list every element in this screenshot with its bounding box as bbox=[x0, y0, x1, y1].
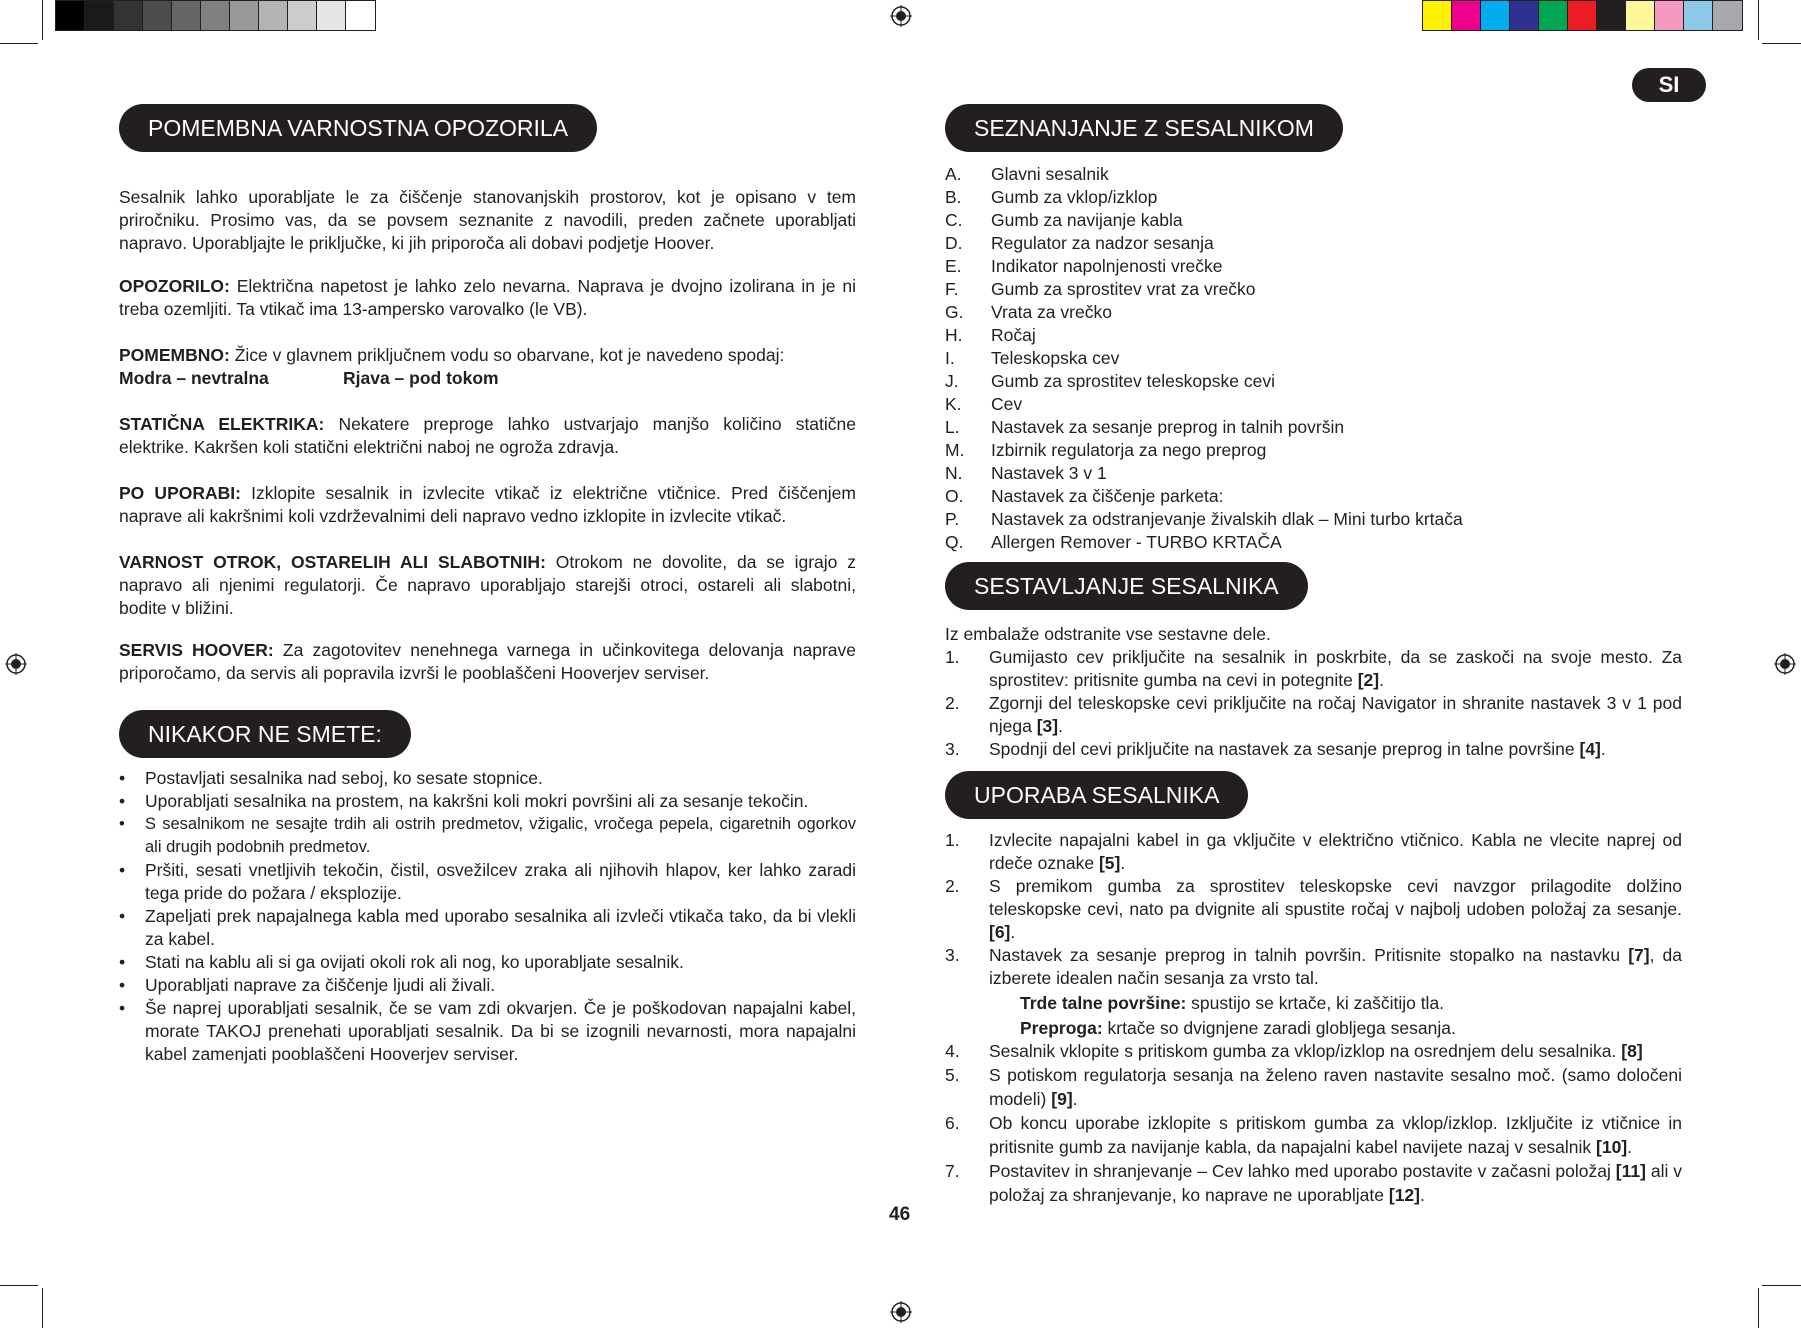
usage-list bbox=[945, 829, 1682, 1207]
children-text: Otrokom ne dovolite, da se igrajo z napravo ali njenimi regulatorji. Če napravo uporabljajo starejši otroci, ostareli ali slabotni, bodite v bližini. bbox=[119, 552, 856, 618]
intro-paragraph bbox=[119, 186, 856, 255]
gray-swatch bbox=[317, 1, 346, 30]
list-item: 5. S potiskom regulatorja sesanja na želeno raven nastavite sesalno moč. (samo določeni modeli) [9]. bbox=[945, 1065, 1682, 1109]
list-item: N. Nastavek 3 v 1 bbox=[945, 463, 1107, 483]
section-header-assembly: SESTAVLJANJE SESALNIKA bbox=[945, 562, 1308, 610]
never-list bbox=[119, 767, 856, 1066]
children-paragraph bbox=[119, 551, 856, 620]
language-badge: SI bbox=[1632, 68, 1706, 102]
list-item: • S sesalnikom ne sesajte trdih ali ostrih predmetov, vžigalic, vročega pepela, cigaretnih ogorkov ali drugih podobnih predmetov. bbox=[119, 815, 856, 856]
list-item: H. Ročaj bbox=[945, 325, 1036, 345]
list-item: 4. Sesalnik vklopite s pritiskom gumba za vklop/izklop na osrednjem delu sesalnika. [8] bbox=[945, 1041, 1643, 1061]
list-item: • Stati na kablu ali si ga ovijati okoli rok ali nog, ko uporabljate sesalnik. bbox=[119, 952, 684, 972]
service-text: Za zagotovitev nenehnega varnega in učinkovitega delovanja naprave priporočamo, da servis ali popravila izvrši le pooblaščeni Hooverjev serviser. bbox=[119, 640, 856, 683]
list-item: L. Nastavek za sesanje preprog in talnih površin bbox=[945, 417, 1345, 437]
list-item: K. Cev bbox=[945, 394, 1023, 414]
crop-mark bbox=[1762, 1285, 1801, 1286]
children-label: VARNOST OTROK, OSTARELIH ALI SLABOTNIH: bbox=[119, 552, 546, 572]
list-item: M. Izbirnik regulatorja za nego preprog bbox=[945, 440, 1267, 460]
wire-brown: Rjava – pod tokom bbox=[343, 368, 499, 388]
list-item: 1. Gumijasto cev priključite na sesalnik in poskrbite, da se zaskoči na svoje mesto. Za sprostitev: pritisnite gumba na cevi in potegnite [2]. bbox=[945, 647, 1682, 690]
list-item: F. Gumb za sprostitev vrat za vrečko bbox=[945, 279, 1256, 299]
after-use-label: PO UPORABI: bbox=[119, 483, 241, 503]
warning-text: Električna napetost je lahko zelo nevarna. Naprava je dvojno izolirana in je ni treba ozemljiti. Ta vtikač ima 13-ampersko varovalko (le VB). bbox=[119, 276, 856, 319]
process-color-bar bbox=[1422, 0, 1743, 31]
warning-label: OPOZORILO: bbox=[119, 276, 230, 296]
color-swatch bbox=[1423, 1, 1452, 30]
color-swatch bbox=[1568, 1, 1597, 30]
gray-swatch bbox=[346, 1, 375, 30]
section-header-safety-warnings: POMEMBNA VARNOSTNA OPOZORILA bbox=[119, 104, 597, 152]
list-item: I. Teleskopska cev bbox=[945, 348, 1120, 368]
wire-blue: Modra – nevtralna bbox=[119, 368, 269, 388]
color-swatch bbox=[1684, 1, 1713, 30]
section-header-parts: SEZNANJANJE Z SESALNIKOM bbox=[945, 104, 1343, 152]
gray-swatch bbox=[172, 1, 201, 30]
color-swatch bbox=[1626, 1, 1655, 30]
list-item: • Pršiti, sesati vnetljivih tekočin, čistil, osvežilcev zraka ali njihovih hlapov, ker lahko zaradi tega pride do požara / eksplozije. bbox=[119, 860, 856, 903]
section-header-never: NIKAKOR NE SMETE: bbox=[119, 710, 411, 758]
crop-mark bbox=[0, 43, 38, 44]
gray-swatch bbox=[114, 1, 143, 30]
service-label: SERVIS HOOVER: bbox=[119, 640, 274, 660]
warning-paragraph bbox=[119, 275, 856, 321]
important-text: Žice v glavnem priključnem vodu so obarvane, kot je navedeno spodaj: bbox=[234, 345, 785, 365]
important-label: POMEMBNO: bbox=[119, 345, 230, 365]
color-swatch bbox=[1713, 1, 1742, 30]
list-item: C. Gumb za navijanje kabla bbox=[945, 210, 1183, 230]
static-text: Nekatere preproge lahko ustvarjajo manjšo količino statične elektrike. Kakršen koli statični električni naboj ne ogroža zdravja. bbox=[119, 414, 856, 457]
color-swatch bbox=[1510, 1, 1539, 30]
list-item: Preproga: krtače so dvignjene zaradi globljega sesanja. bbox=[1020, 1018, 1456, 1038]
parts-list bbox=[945, 163, 1685, 554]
list-item: 3. Nastavek za sesanje preprog in talnih površin. Pritisnite stopalko na nastavku [7], da izberete idealen način sesanja za vrsto tal. bbox=[945, 945, 1682, 988]
list-item: E. Indikator napolnjenosti vrečke bbox=[945, 256, 1223, 276]
gray-swatch bbox=[259, 1, 288, 30]
wire-colors bbox=[119, 367, 856, 390]
list-item: • Zapeljati prek napajalnega kabla med uporabo sesalnika ali izvleči vtikača tako, da bi vlekli za kabel. bbox=[119, 906, 856, 949]
registration-mark-icon bbox=[890, 5, 912, 27]
list-item: 1. Izvlecite napajalni kabel in ga vključite v električno vtičnico. Kabla ne vlecite naprej od rdeče oznake [5]. bbox=[945, 830, 1682, 873]
gray-swatch bbox=[143, 1, 172, 30]
list-item: B. Gumb za vklop/izklop bbox=[945, 187, 1158, 207]
list-item: Q. Allergen Remover - TURBO KRTAČA bbox=[945, 532, 1282, 552]
list-item: 6. Ob koncu uporabe izklopite s pritiskom gumba za vklop/izklop. Izključite iz vtičnice in pritisnite gumb za navijanje kabla, da napajalni kabel navijete nazaj v sesalnik [10]. bbox=[945, 1113, 1682, 1157]
list-item: Trde talne površine: spustijo se krtače, ki zaščitijo tla. bbox=[1020, 993, 1445, 1013]
static-label: STATIČNA ELEKTRIKA: bbox=[119, 414, 325, 434]
color-swatch bbox=[1452, 1, 1481, 30]
crop-mark bbox=[42, 1288, 43, 1328]
section-header-usage: UPORABA SESALNIKA bbox=[945, 771, 1248, 819]
gray-swatch bbox=[56, 1, 85, 30]
color-swatch bbox=[1655, 1, 1684, 30]
registration-mark-icon bbox=[5, 653, 27, 675]
gray-swatch bbox=[85, 1, 114, 30]
list-item: 2. S premikom gumba za sprostitev teleskopske cevi navzgor prilagodite dolžino teleskopske cevi, nato pa dvignite ali spustite ročaj v najbolj udoben položaj za sesanje. [6]. bbox=[945, 876, 1682, 942]
page-number: 46 bbox=[889, 1204, 911, 1225]
after-use-paragraph bbox=[119, 482, 856, 528]
color-swatch bbox=[1481, 1, 1510, 30]
crop-mark bbox=[42, 0, 43, 40]
assembly-intro: Iz embalaže odstranite vse sestavne dele. bbox=[945, 624, 1271, 644]
registration-mark-icon bbox=[890, 1301, 912, 1323]
list-item: 7. Postavitev in shranjevanje – Cev lahko med uporabo postavite v začasni položaj [11] ali v položaj za shranjevanje, ko naprave ne uporabljate [12]. bbox=[945, 1161, 1682, 1205]
service-paragraph bbox=[119, 639, 856, 685]
color-swatch bbox=[1539, 1, 1568, 30]
gray-swatch bbox=[288, 1, 317, 30]
list-item: J. Gumb za sprostitev teleskopske cevi bbox=[945, 371, 1276, 391]
crop-mark bbox=[1762, 43, 1801, 44]
crop-mark bbox=[0, 1285, 38, 1286]
list-item: A. Glavni sesalnik bbox=[945, 164, 1109, 184]
list-item: 3. Spodnji del cevi priključite na nastavek za sesanje preprog in talne površine [4]. bbox=[945, 739, 1606, 759]
gray-swatch bbox=[230, 1, 259, 30]
registration-mark-icon bbox=[1774, 653, 1796, 675]
grayscale-color-bar bbox=[55, 0, 376, 31]
important-paragraph bbox=[119, 344, 856, 367]
list-item: D. Regulator za nadzor sesanja bbox=[945, 233, 1214, 253]
list-item: • Še naprej uporabljati sesalnik, če se vam zdi okvarjen. Če je poškodovan napajalni kabel, morate TAKOJ prenehati uporabljati sesalnik. Da bi se izognili nevarnosti, mora napajalni kabel zamenjati pooblaščeni Hooverjev serviser. bbox=[119, 998, 856, 1064]
intro-text: Sesalnik lahko uporabljate le za čiščenje stanovanjskih prostorov, kot je opisano v tem priročniku. Prosimo vas, da se povsem seznanite z navodili, preden začnete uporabljati napravo. Uporabljajte le priključke, ki jih priporoča ali dobavi podjetje Hoover. bbox=[119, 187, 856, 253]
list-item: O. Nastavek za čiščenje parketa: bbox=[945, 486, 1224, 506]
list-item: • Postavljati sesalnika nad seboj, ko sesate stopnice. bbox=[119, 768, 543, 788]
list-item: 2. Zgornji del teleskopske cevi priključite na ročaj Navigator in shranite nastavek 3 v 1 pod njega [3]. bbox=[945, 693, 1682, 736]
gray-swatch bbox=[201, 1, 230, 30]
list-item: G. Vrata za vrečko bbox=[945, 302, 1112, 322]
assembly-section bbox=[945, 623, 1682, 761]
list-item: • Uporabljati sesalnika na prostem, na kakršni koli mokri površini ali za sesanje tekočin. bbox=[119, 791, 809, 811]
list-item: • Uporabljati naprave za čiščenje ljudi ali živali. bbox=[119, 975, 496, 995]
static-paragraph bbox=[119, 413, 856, 459]
after-use-text: Izklopite sesalnik in izvlecite vtikač iz električne vtičnice. Pred čiščenjem naprave ali kakršnimi koli vzdrževalnimi deli napravo vedno izklopite in izvlecite vtikač. bbox=[119, 483, 856, 526]
crop-mark bbox=[1758, 1288, 1759, 1328]
color-swatch bbox=[1597, 1, 1626, 30]
list-item: P. Nastavek za odstranjevanje živalskih dlak – Mini turbo krtača bbox=[945, 509, 1463, 529]
crop-mark bbox=[1758, 0, 1759, 40]
